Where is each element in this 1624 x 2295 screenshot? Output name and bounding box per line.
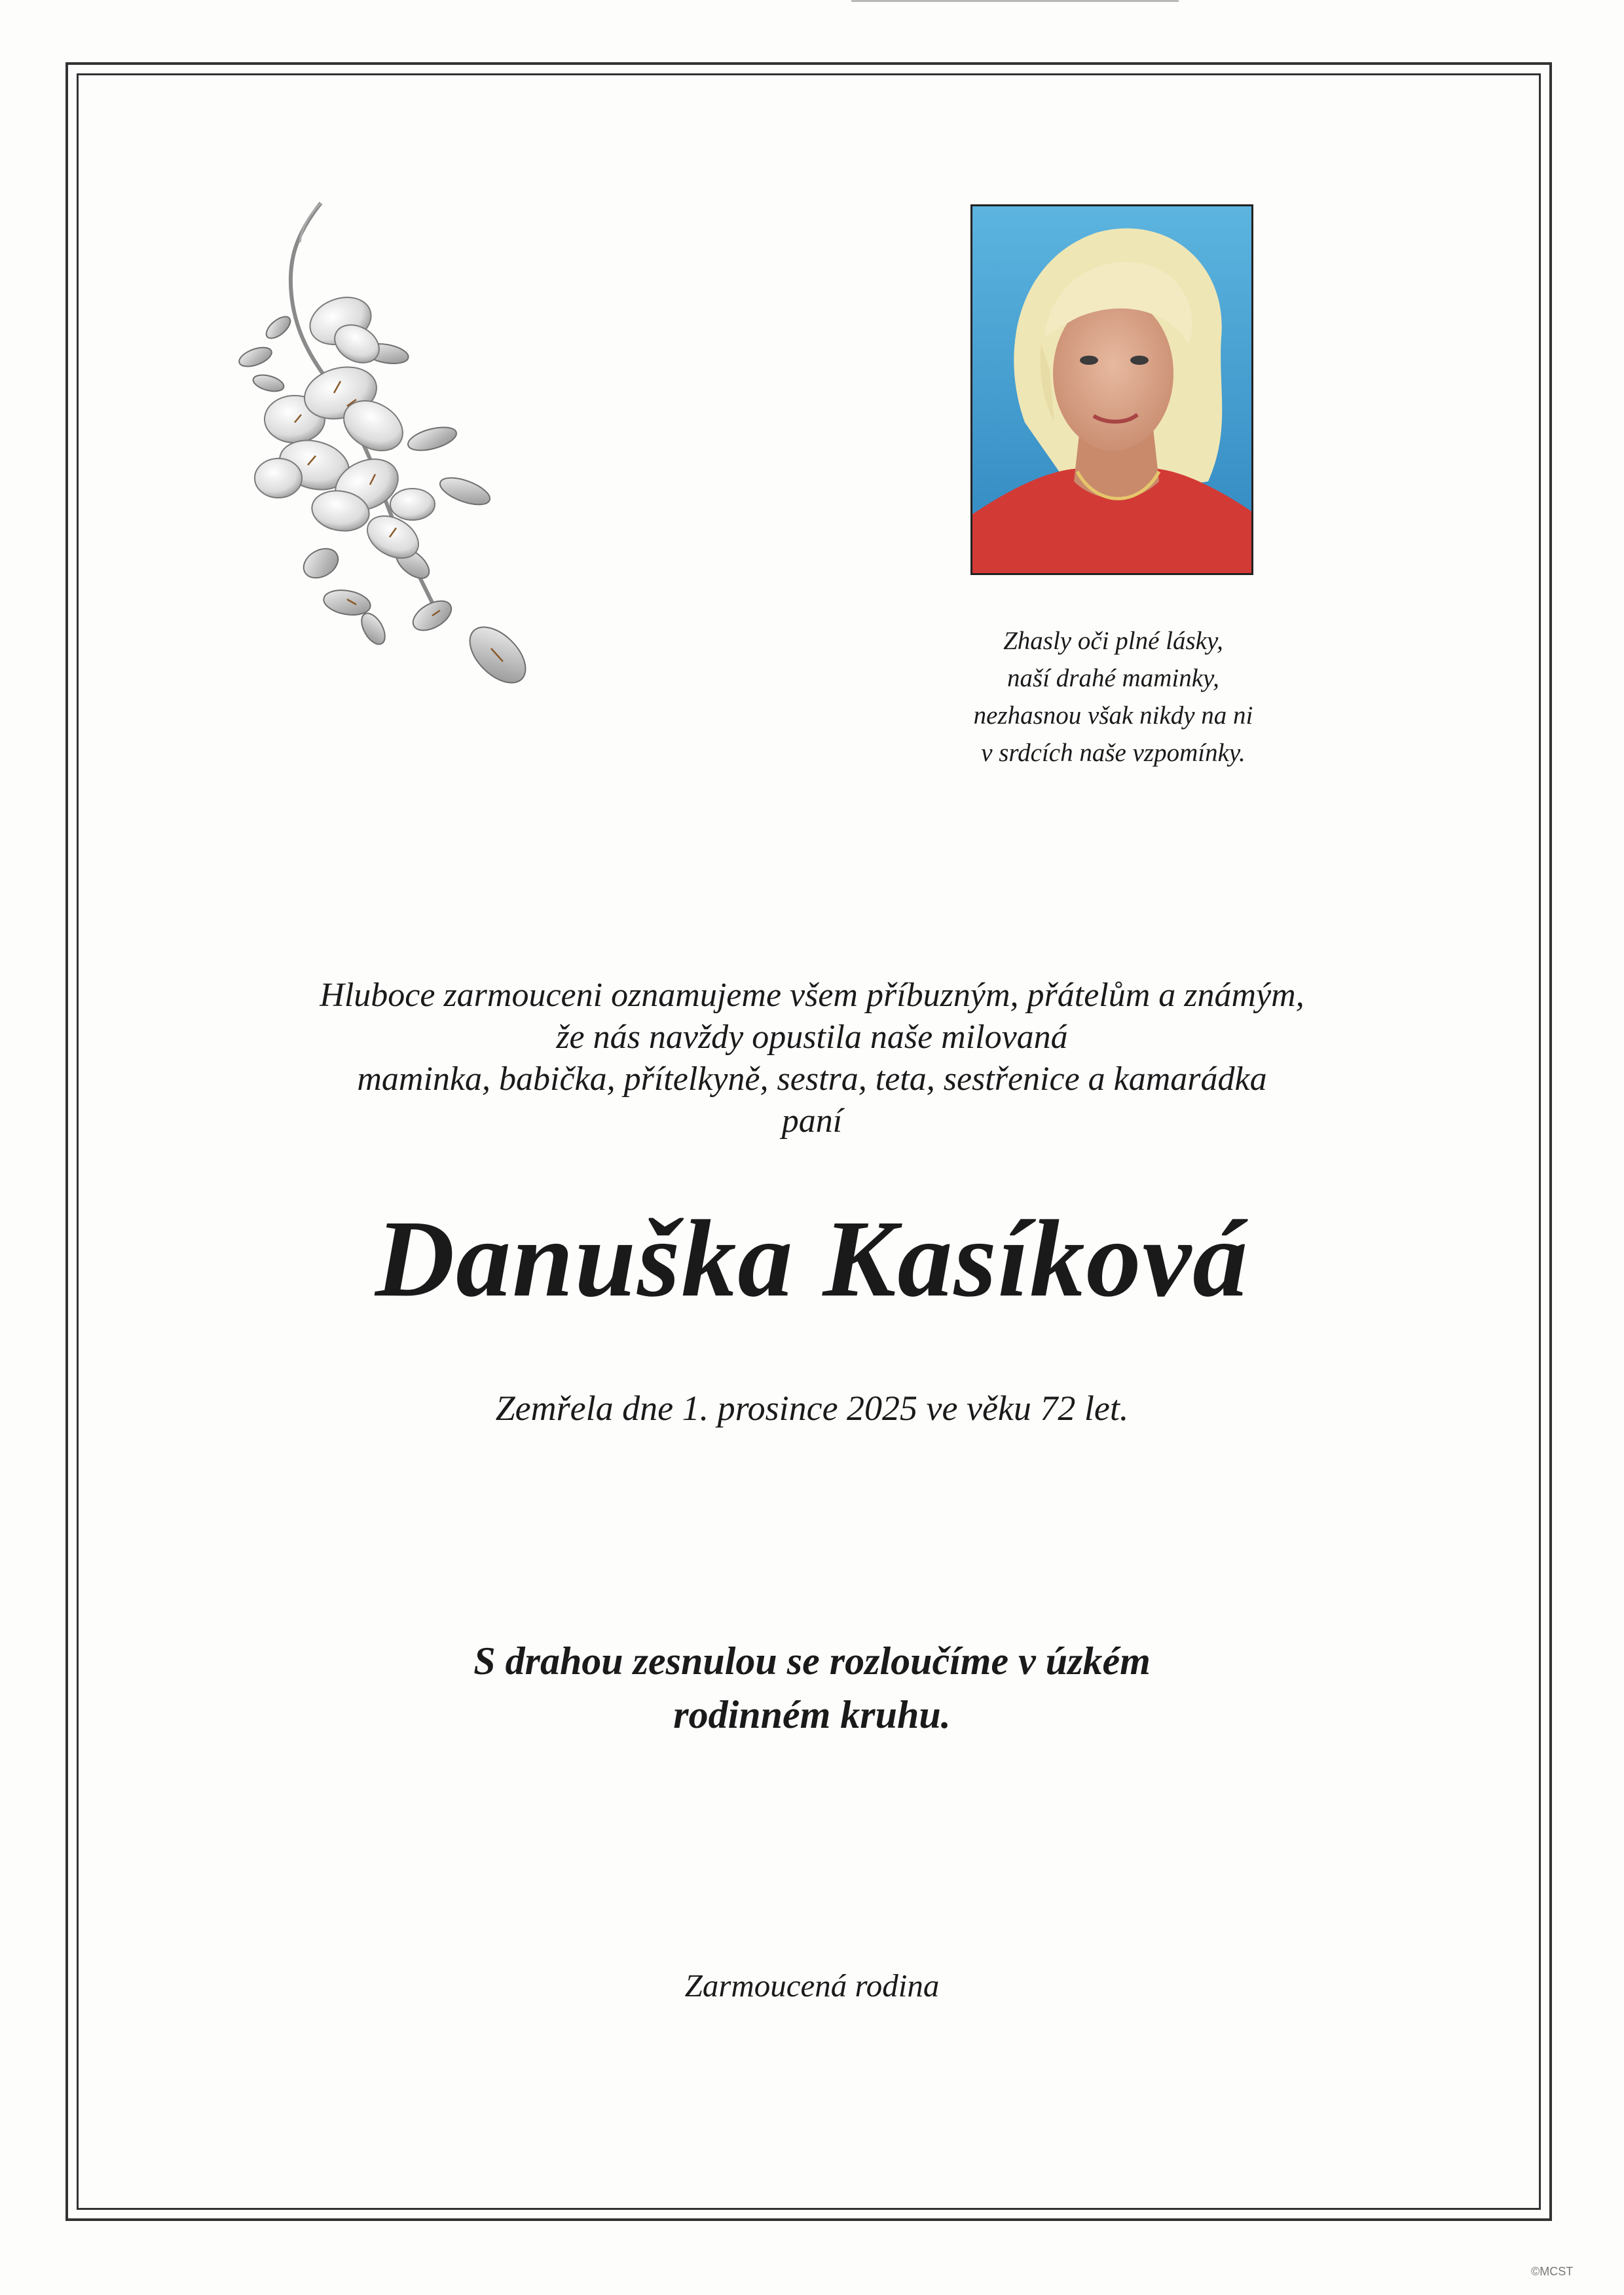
announcement-line: maminka, babička, přítelkyně, sestra, teta, sestřenice a kamarádka — [357, 1060, 1267, 1098]
verse-line: Zhasly oči plné lásky, — [1003, 627, 1223, 655]
verse-line: naší drahé maminky, — [1007, 664, 1219, 692]
announcement-line: že nás navždy opustila naše milovaná — [556, 1018, 1068, 1056]
verse-line: v srdcích naše vzpomínky. — [981, 739, 1246, 767]
memorial-verse — [864, 622, 1362, 772]
death-notice: Zemřela dne 1. prosince 2025 ve věku 72 let. — [495, 1389, 1129, 1428]
announcement-line: paní — [781, 1102, 843, 1140]
farewell-line: rodinném kruhu. — [673, 1693, 951, 1736]
announcement-line: Hluboce zarmouceni oznamujeme všem příbuzným, přátelům a známým, — [320, 977, 1304, 1014]
announcement — [157, 975, 1467, 1142]
farewell-line: S drahou zesnulou se rozloučíme v úzkém — [473, 1639, 1151, 1683]
watermark: ©MCST — [1531, 2265, 1574, 2278]
portrait-photo — [970, 204, 1253, 575]
flower-branch-icon — [216, 196, 530, 707]
verse-line: nezhasnou však nikdy na ni — [973, 701, 1253, 730]
farewell-notice — [157, 1634, 1467, 1742]
deceased-name: Danuška Kasíková — [375, 1198, 1249, 1320]
signature: Zarmoucená rodina — [684, 1968, 940, 2004]
scan-edge-line — [851, 0, 1179, 2]
